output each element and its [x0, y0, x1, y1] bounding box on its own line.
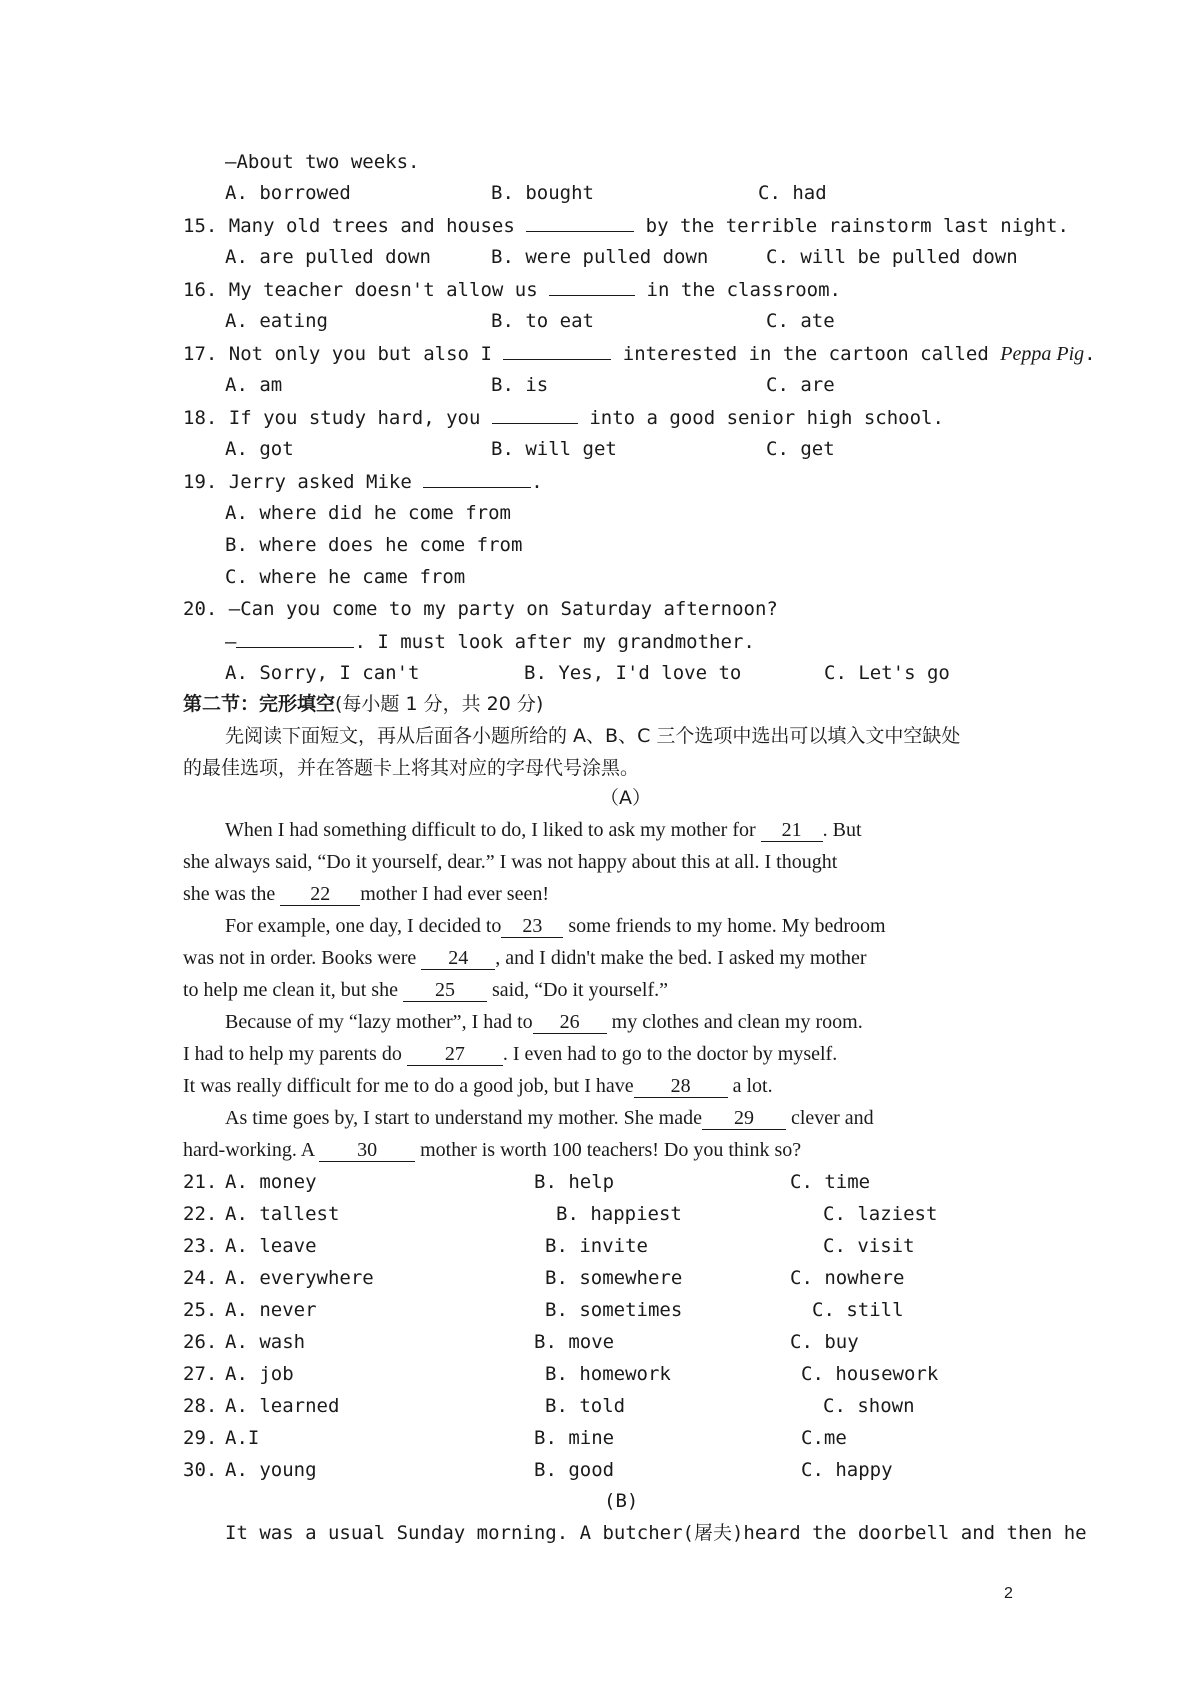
cloze-option-a: A.I [225, 1427, 260, 1449]
passage-text: . I even had to go to the doctor by myself. [502, 1043, 838, 1065]
q15-option-b: B. were pulled down [491, 246, 709, 268]
question-stem: My teacher doesn't allow us [228, 279, 550, 301]
cloze-option-c: C. housework [801, 1363, 939, 1385]
passage-line-3 [183, 882, 549, 906]
question-number: 17. [183, 343, 218, 365]
cartoon-title: Peppa Pig [1000, 343, 1085, 365]
question-number: 18. [183, 407, 218, 429]
blank-27: 27 [407, 1043, 503, 1066]
question-stem: Jerry asked Mike [228, 471, 424, 493]
passage-text: some friends to my home. My bedroom [563, 915, 886, 937]
cloze-number: 29. [183, 1427, 218, 1449]
answer-blank [492, 405, 578, 424]
cloze-option-b: B. told [545, 1395, 626, 1417]
question-20-reply [225, 629, 755, 654]
passage-text: mother is worth 100 teachers! Do you think so? [415, 1139, 802, 1161]
cloze-number: 26. [183, 1331, 218, 1353]
q15-option-a: A. are pulled down [225, 246, 431, 268]
passage-text: Because of my “lazy mother”, I had to [225, 1011, 533, 1033]
passage-text: It was really difficult for me to do a good job, but I have [183, 1075, 634, 1097]
section-title: 第二节：完形填空 [183, 693, 336, 715]
cloze-option-c: C. still [812, 1299, 904, 1321]
cloze-option-b: B. somewhere [545, 1267, 683, 1289]
blank-25: 25 [403, 979, 487, 1002]
blank-22: 22 [280, 883, 360, 906]
q14-answer: —About two weeks. [225, 151, 420, 173]
passage-text: she was the [183, 883, 281, 905]
passage-line-10 [225, 1106, 874, 1130]
q18-option-b: B. will get [491, 438, 617, 460]
q20-option-a: A. Sorry, I can't [225, 662, 420, 684]
cloze-option-a: A. learned [225, 1395, 340, 1417]
passage-text: mother I had ever seen! [360, 883, 550, 905]
question-stem-end: by the terrible rainstorm last night. [634, 215, 1069, 237]
cloze-option-a: A. young [225, 1459, 317, 1481]
cloze-number: 28. [183, 1395, 218, 1417]
section-heading [183, 692, 543, 716]
blank-26: 26 [533, 1011, 607, 1034]
cloze-option-c: C. shown [823, 1395, 915, 1417]
passage-text: clever and [785, 1107, 874, 1129]
question-stem: Many old trees and houses [228, 215, 527, 237]
q18-option-c: C. get [766, 438, 835, 460]
passage-line-6 [183, 978, 668, 1002]
cloze-option-c: C.me [801, 1427, 847, 1449]
question-stem-mid: interested in the cartoon called [611, 343, 1001, 365]
answer-blank [423, 469, 531, 488]
passage-text: hard-working. A [183, 1139, 320, 1161]
cloze-option-c: C. laziest [823, 1203, 938, 1225]
question-number: 16. [183, 279, 218, 301]
answer-blank [549, 277, 635, 296]
cloze-option-b: B. sometimes [545, 1299, 683, 1321]
cloze-option-c: C. visit [823, 1235, 915, 1257]
q19-option-b: B. where does he come from [225, 534, 523, 556]
passage-line-9 [183, 1074, 773, 1098]
q20-option-c: C. Let's go [824, 662, 950, 684]
q15-option-c: C. will be pulled down [766, 246, 1018, 268]
cloze-option-a: A. wash [225, 1331, 306, 1353]
cloze-number: 24. [183, 1267, 218, 1289]
q18-option-a: A. got [225, 438, 294, 460]
q16-option-a: A. eating [225, 310, 328, 332]
cloze-option-b: B. invite [545, 1235, 648, 1257]
passage-text: I had to help my parents do [183, 1043, 407, 1065]
answer-blank [503, 341, 611, 360]
cloze-option-c: C. nowhere [790, 1267, 905, 1289]
cloze-number: 30. [183, 1459, 218, 1481]
q17-option-c: C. are [766, 374, 835, 396]
blank-29: 29 [702, 1107, 786, 1130]
question-16 [183, 277, 841, 302]
section-instruction-2: 的最佳选项，并在答题卡上将其对应的字母代号涂黑。 [183, 757, 640, 779]
q14-option-c: C. had [758, 182, 827, 204]
passage-text: said, “Do it yourself.” [486, 979, 669, 1001]
passage-text: For example, one day, I decided to [225, 915, 502, 937]
cloze-number: 21. [183, 1171, 218, 1193]
question-stem-end: . [531, 471, 543, 493]
blank-21: 21 [761, 819, 823, 842]
cloze-option-c: C. buy [790, 1331, 859, 1353]
q19-option-c: C. where he came from [225, 566, 466, 588]
answer-blank [526, 213, 634, 232]
passage-line-2: she always said, “Do it yourself, dear.” I was not happy about this at all. I thought [183, 851, 838, 873]
cloze-option-b: B. good [534, 1459, 615, 1481]
question-17 [183, 341, 1096, 366]
passage-text: was not in order. Books were [183, 947, 422, 969]
reply-text: . I must look after my grandmother. [354, 631, 755, 653]
question-number: 15. [183, 215, 218, 237]
cloze-number: 22. [183, 1203, 218, 1225]
question-stem: —Can you come to my party on Saturday afternoon? [228, 598, 778, 620]
passage-a-label: （A） [600, 787, 651, 809]
passage-line-8 [183, 1042, 837, 1066]
q14-option-b: B. bought [491, 182, 594, 204]
question-number: 19. [183, 471, 218, 493]
passage-text: a lot. [727, 1075, 773, 1097]
q19-option-a: A. where did he come from [225, 502, 511, 524]
cloze-option-b: B. help [534, 1171, 615, 1193]
passage-line-7 [225, 1010, 863, 1034]
cloze-option-a: A. leave [225, 1235, 317, 1257]
passage-text: . But [822, 819, 862, 841]
q14-option-a: A. borrowed [225, 182, 351, 204]
q16-option-b: B. to eat [491, 310, 594, 332]
cloze-option-b: B. homework [545, 1363, 671, 1385]
question-stem: If you study hard, you [228, 407, 492, 429]
passage-line-1 [225, 818, 862, 842]
cloze-option-a: A. tallest [225, 1203, 340, 1225]
passage-text: As time goes by, I start to understand my mother. She made [225, 1107, 702, 1129]
question-stem-end: into a good senior high school. [577, 407, 944, 429]
blank-30: 30 [319, 1139, 415, 1162]
cloze-option-c: C. happy [801, 1459, 893, 1481]
q16-option-c: C. ate [766, 310, 835, 332]
blank-23: 23 [501, 915, 563, 938]
passage-text: , and I didn't make the bed. I asked my mother [495, 947, 867, 969]
cloze-option-b: B. happiest [556, 1203, 682, 1225]
passage-b-line-1: It was a usual Sunday morning. A butcher(屠夫)heard the doorbell and then he [225, 1522, 1087, 1544]
question-20 [183, 597, 778, 621]
passage-line-5 [183, 946, 867, 970]
page-number: 2 [1004, 1585, 1013, 1602]
question-stem-end: in the classroom. [635, 279, 841, 301]
passage-line-4 [225, 914, 886, 938]
reply-dash: — [225, 631, 237, 653]
q20-option-b: B. Yes, I'd love to [524, 662, 742, 684]
question-19 [183, 469, 543, 494]
q17-option-b: B. is [491, 374, 549, 396]
cloze-option-a: A. money [225, 1171, 317, 1193]
section-instruction-1: 先阅读下面短文，再从后面各小题所给的 A、B、C 三个选项中选出可以填入文中空缺处 [225, 725, 961, 747]
cloze-option-a: A. job [225, 1363, 294, 1385]
cloze-number: 23. [183, 1235, 218, 1257]
question-number: 20. [183, 598, 218, 620]
answer-blank [236, 629, 354, 648]
cloze-number: 25. [183, 1299, 218, 1321]
cloze-option-b: B. mine [534, 1427, 615, 1449]
cloze-option-b: B. move [534, 1331, 615, 1353]
passage-b-label: (B) [604, 1490, 639, 1512]
cloze-option-c: C. time [790, 1171, 871, 1193]
q17-option-a: A. am [225, 374, 283, 396]
passage-text: to help me clean it, but she [183, 979, 403, 1001]
blank-28: 28 [634, 1075, 728, 1098]
question-stem: Not only you but also I [228, 343, 504, 365]
question-15 [183, 213, 1069, 238]
question-stem-end: . [1084, 343, 1096, 365]
cloze-number: 27. [183, 1363, 218, 1385]
passage-text: When I had something difficult to do, I liked to ask my mother for [225, 819, 761, 841]
cloze-option-a: A. everywhere [225, 1267, 374, 1289]
passage-line-11 [183, 1138, 801, 1162]
passage-text: my clothes and clean my room. [606, 1011, 863, 1033]
blank-24: 24 [421, 947, 495, 970]
section-note: (每小题 1 分，共 20 分) [335, 693, 544, 715]
question-18 [183, 405, 944, 430]
cloze-option-a: A. never [225, 1299, 317, 1321]
